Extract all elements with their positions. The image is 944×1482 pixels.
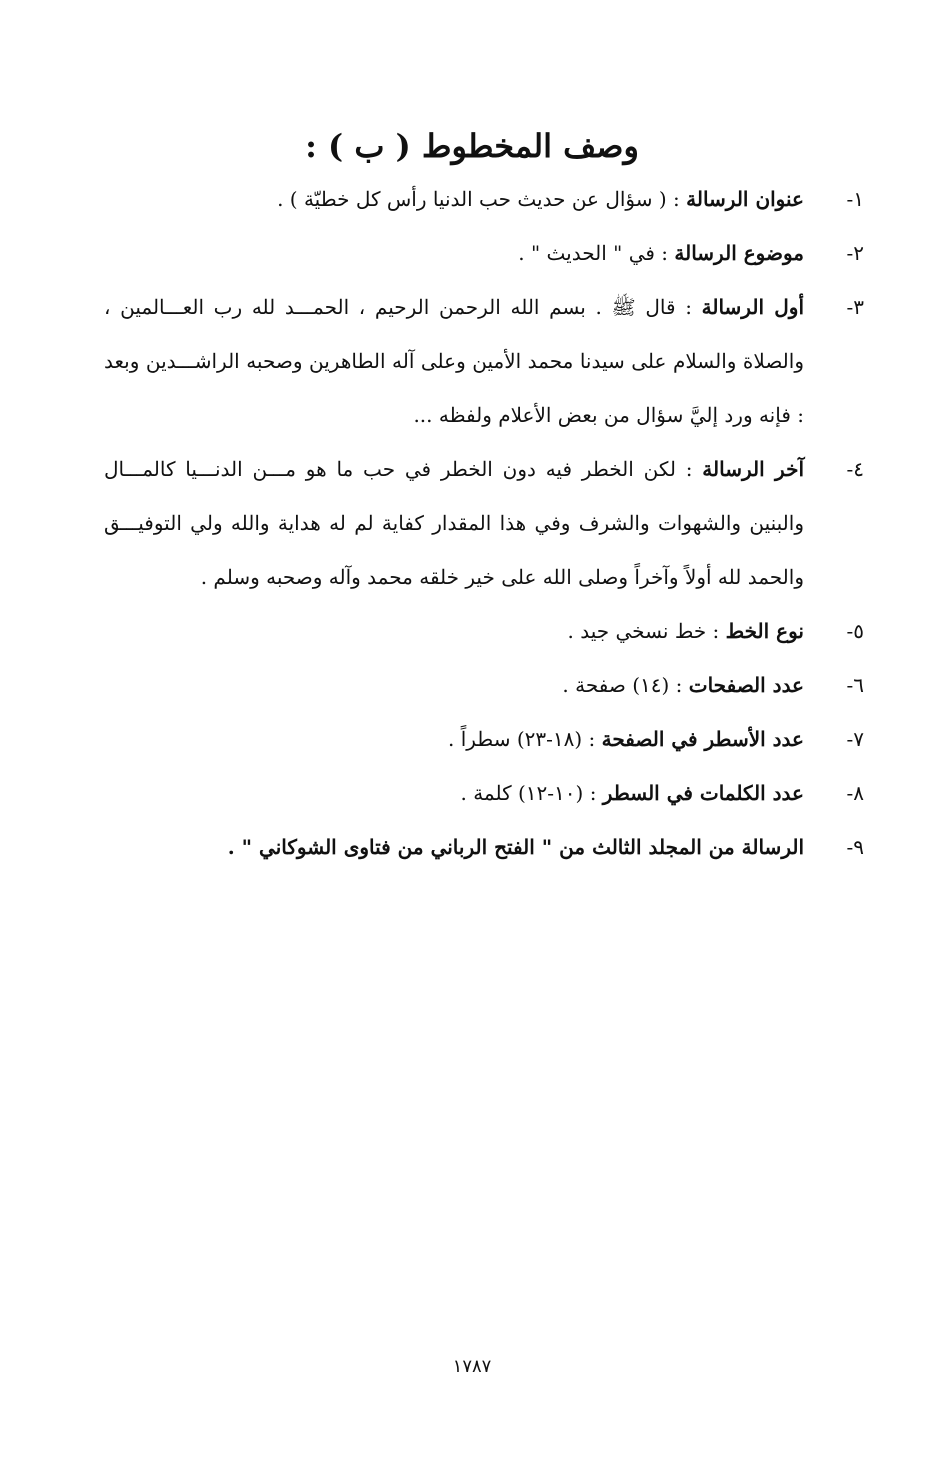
list-item [104,604,864,658]
item-number: ٥- [846,619,864,643]
item-body [104,712,804,766]
item-label: نوع الخط [725,619,804,643]
item-number: ٤- [846,457,864,481]
item-label: عدد الصفحات [688,673,804,697]
list-item [104,766,864,820]
list-item [104,172,864,226]
list-item [104,442,864,604]
page-title: وصف المخطوط ( ب ) : [305,127,639,165]
item-text: : خط نسخي جيد . [567,619,726,643]
list-item [104,712,864,766]
list-item [104,226,864,280]
item-body [104,820,804,874]
item-label: عدد الأسطر في الصفحة [601,727,804,751]
item-text: : (١٤) صفحة . [562,673,689,697]
item-text: : قال ﷺ . بسم الله الرحمن الرحيم ، الحمـــد لله رب العـــالمين ، والصلاة والسلام على سيدنا محمد الأمين وعلى آله الطاهرين وصحبه الراشـــدين وبعد : فإنه ورد إليَّ سؤال من بعض الأعلام ولفظه ... [104,295,804,427]
item-number: ٨- [846,781,864,805]
list-item [104,280,864,442]
item-label: موضوع الرسالة [674,241,804,265]
item-number: ٩- [846,835,864,859]
item-text: : (١٨-٢٣) سطراً . [447,727,602,751]
item-body [104,658,804,712]
item-label: أول الرسالة [701,295,805,319]
item-body [104,442,804,604]
item-number: ٢- [846,241,864,265]
item-number: ٣- [846,295,864,319]
item-text: : ( سؤال عن حديث حب الدنيا رأس كل خطيّة ) . [277,187,687,211]
item-body [104,226,804,280]
item-body [104,280,804,442]
item-body [104,172,804,226]
item-text: : في " الحديث " . [518,241,675,265]
item-text: : (١٠-١٢) كلمة . [460,781,603,805]
list-item [104,820,864,874]
item-label: عدد الكلمات في السطر [602,781,804,805]
item-body [104,766,804,820]
list-item [104,658,864,712]
item-label: الرسالة من المجلد الثالث من " الفتح الرباني من فتاوى الشوكاني " . [227,835,804,859]
item-label: عنوان الرسالة [686,187,804,211]
item-body [104,604,804,658]
manuscript-description-list [104,172,864,874]
page-number: ١٧٨٧ [452,1356,492,1377]
item-number: ١- [846,187,864,211]
item-number: ٦- [846,673,864,697]
item-text: : لكن الخطر فيه دون الخطر في حب ما هو مـــن الدنـــيا كالمـــال والبنين والشهوات والشرف وفي هذا المقدار كفاية لم له هداية والله ولي التوفيـــق والحمد لله أولاً وآخراً وصلى الله على خير خلقه محمد وآله وصحبه وسلم . [104,457,804,589]
item-label: آخر الرسالة [702,457,805,481]
item-number: ٧- [846,727,864,751]
